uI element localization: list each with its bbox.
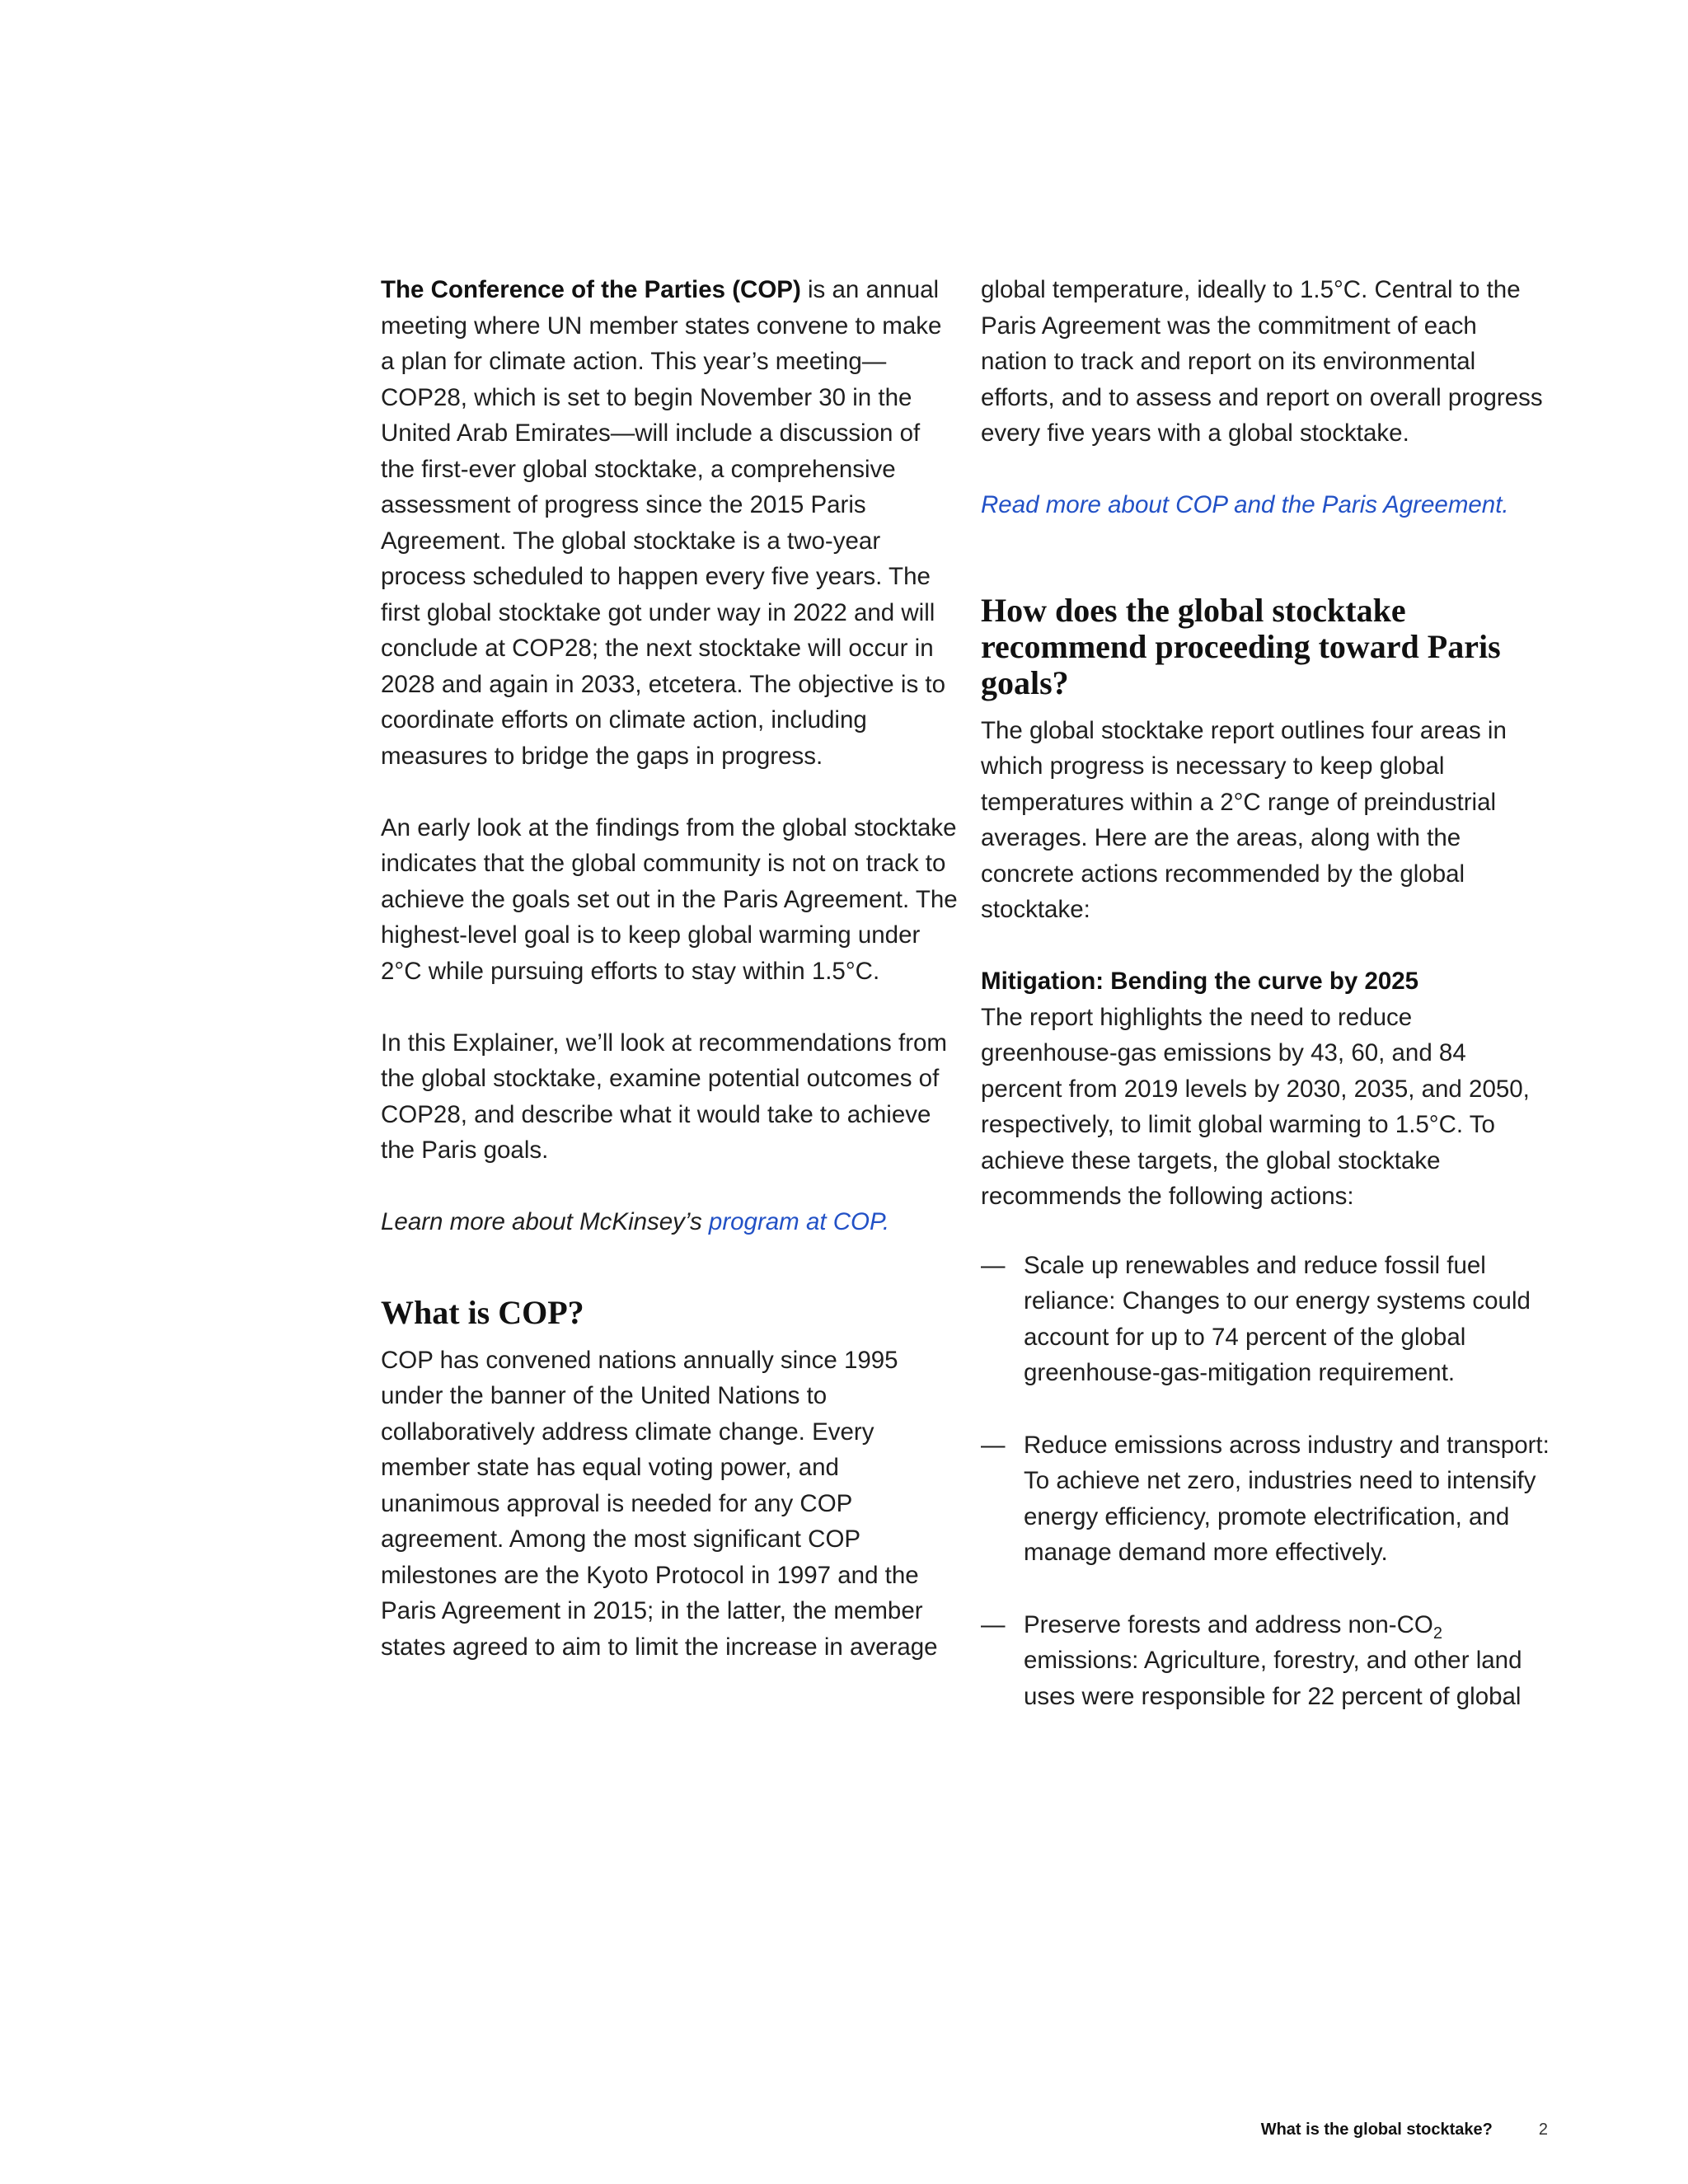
findings-paragraph: An early look at the findings from the global stocktake indicates that the global community is not on track to achieve the goals set out in the Paris Agreement. The highest-level goal is to keep global warming under 2°C while pursuing efforts to stay within 1.5°C. — [381, 813, 958, 985]
cop-paragraph: COP has convened nations annually since 1995 under the banner of the United Nations to collaboratively address climate change. Every member state has equal voting power, and unanimous approval is needed for any COP agreement. Among the most significant COP milestones are the Kyoto Protocol in 1997 and the Paris Agreement in 2015; in the latter, the member states agreed to aim to limit the increase in average — [381, 1346, 938, 1661]
how-paragraph: The global stocktake report outlines four areas in which progress is necessary to keep global temperatures within a 2°C range of preindustrial averages. Here are the areas, along with the concrete actions recommended by the global stocktake: — [981, 716, 1507, 923]
bullet-text: Scale up renewables and reduce fossil fuel reliance: Changes to our energy systems could account for up to 74 percent of the global greenhouse-gas-mitigation requirement. — [1024, 1251, 1531, 1386]
page-footer — [1261, 2118, 1548, 2141]
mitigation-heading: Mitigation: Bending the curve by 2025 — [981, 968, 1419, 995]
bullet-dash: — — [981, 1251, 1006, 1279]
bullet-dash: — — [981, 1431, 1006, 1459]
heading-what-is-cop: What is COP? — [381, 1293, 584, 1331]
intro-bold-term: The Conference of the Parties (COP) — [381, 276, 801, 303]
continuation-paragraph: global temperature, ideally to 1.5°C. Central to the Paris Agreement was the commitment of each nation to track and report on its environmental efforts, and to assess and report on overall progress every five years with a global stocktake. — [981, 276, 1543, 447]
learn-more-prefix: Learn more about McKinsey’s — [381, 1208, 709, 1235]
bullet-dash: — — [981, 1610, 1006, 1638]
bullet-item-forests — [981, 1607, 1550, 1715]
intro-text: is an annual meeting where UN member states convene to make a plan for climate action. This year’s meeting—COP28, which is set to begin November 30 in the United Arab Emirates—will include a discussion of the first-ever global stocktake, a comprehensive assessment of progress since the 2015 Paris Agreement. The global stocktake is a two-year process scheduled to happen every five years. The first global stocktake got under way in 2022 and will conclude at COP28; the next stocktake will occur in 2028 and again in 2033, etcetera. The objective is to coordinate efforts on climate action, including measures to bridge the gaps in progress. — [381, 276, 945, 770]
bullet-text-before-sub: Preserve forests and address non-CO — [1024, 1610, 1433, 1638]
left-column — [381, 272, 958, 1665]
mitigation-paragraph: The report highlights the need to reduce greenhouse-gas emissions by 43, 60, and 84 percent from 2019 levels by 2030, 2035, and 2050, respectively, to limit global warming to 1.5°C. To achieve these targets, the global stocktake recommends the following actions: — [981, 1003, 1530, 1210]
right-column — [981, 272, 1550, 1714]
bullet-text: Reduce emissions across industry and transport: To achieve net zero, industries need to intensify energy efficiency, promote electrification, and manage demand more effectively. — [1024, 1431, 1550, 1566]
read-more-line — [981, 487, 1550, 523]
bullet-item-renewables — [981, 1248, 1550, 1391]
read-more-link[interactable]: Read more about COP and the Paris Agreement. — [981, 491, 1509, 518]
explainer-paragraph: In this Explainer, we’ll look at recommendations from the global stocktake, examine potential outcomes of COP28, and describe what it would take to achieve the Paris goals. — [381, 1029, 947, 1164]
learn-more-suffix: . — [882, 1208, 890, 1235]
heading-how-does-stocktake: How does the global stocktake recommend proceeding toward Paris goals? — [981, 591, 1501, 701]
footer-title: What is the global stocktake? — [1260, 2121, 1493, 2139]
co2-subscript: 2 — [1432, 1624, 1442, 1643]
bullet-text — [1024, 1611, 1522, 1710]
bullet-item-industry — [981, 1427, 1550, 1571]
intro-paragraph — [381, 272, 958, 774]
bullet-text-after-sub: emissions: Agriculture, forestry, and other land uses were responsible for 22 percent of global — [1024, 1647, 1522, 1710]
program-at-cop-link[interactable]: program at COP — [708, 1208, 883, 1235]
page-number: 2 — [1538, 2121, 1548, 2139]
learn-more-line — [381, 1204, 958, 1240]
